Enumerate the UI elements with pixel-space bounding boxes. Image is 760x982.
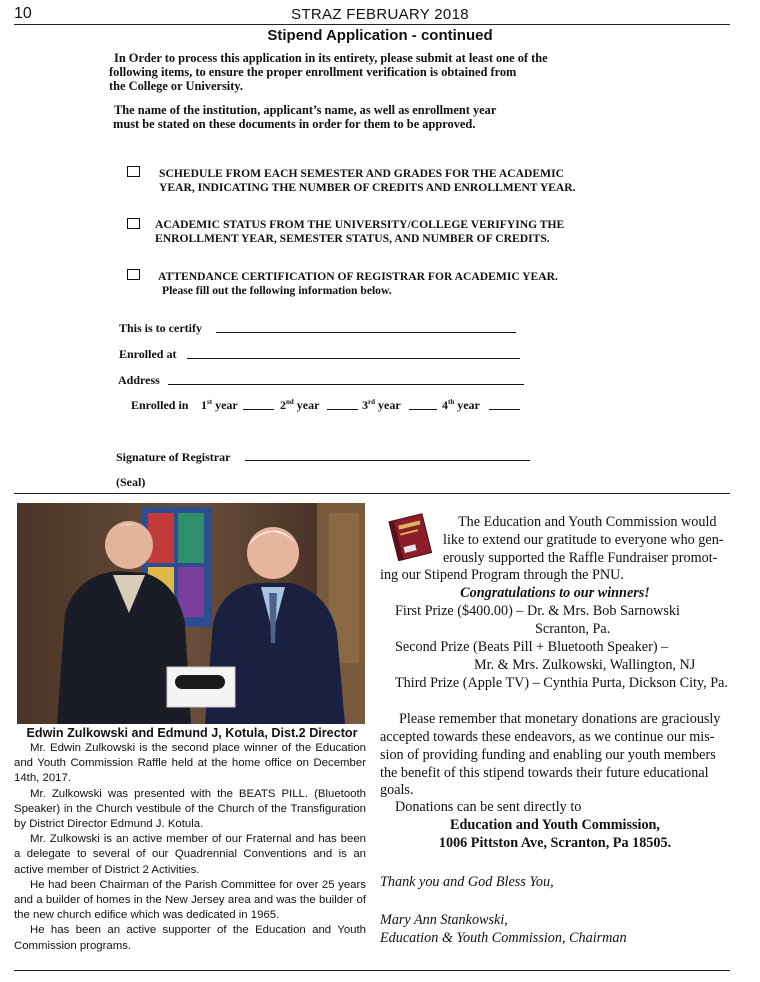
donations-sent-to: Donations can be sent directly to <box>395 799 582 815</box>
donation-line-5: goals. <box>380 782 414 798</box>
first-prize-city: Scranton, Pa. <box>535 621 611 637</box>
award-photo <box>17 503 365 724</box>
field-certify-line[interactable] <box>216 332 516 333</box>
article-paragraph: He has been an active supporter of the Education and Youth Commission programs. <box>14 924 366 952</box>
article-paragraph: Mr. Zulkowski is an active member of our Fraternal and has been a delegate to several of our Quadrennial Conventions and is an active member of District 2 Activities. <box>14 833 366 876</box>
second-prize-winner: Mr. & Mrs. Zulkowski, Wallington, NJ <box>474 657 696 673</box>
signer-title: Education & Youth Commission, Chairman <box>380 930 627 946</box>
field-year-1-line[interactable] <box>243 409 274 410</box>
checkbox-attendance-line-1: ATTENDANCE CERTIFICATION OF REGISTRAR FOR ACADEMIC YEAR. <box>158 270 558 283</box>
commission-address: 1006 Pittston Ave, Scranton, Pa 18505. <box>438 835 672 851</box>
form-note-line-2: must be stated on these documents in order for them to be approved. <box>113 117 476 131</box>
third-prize: Third Prize (Apple TV) – Cynthia Purta, Dickson City, Pa. <box>395 675 728 691</box>
article-paragraph: Mr. Edwin Zulkowski is the second place winner of the Education and Youth Commission Raffle held at the home office on December 14th, 2017. <box>14 742 366 785</box>
first-prize: First Prize ($400.00) – Dr. & Mrs. Bob Sarnowski <box>395 603 680 619</box>
publication-header: STRAZ FEBRUARY 2018 <box>291 6 469 23</box>
form-intro-line-2: following items, to ensure the proper enrollment verification is obtained from <box>109 65 517 79</box>
photo-caption: Edwin Zulkowski and Edmund J, Kotula, Dist.2 Director <box>26 726 358 740</box>
label-year-2: 2nd year <box>280 398 320 412</box>
congratulations-heading: Congratulations to our winners! <box>460 585 650 601</box>
label-enrolled-in: Enrolled in <box>131 398 189 412</box>
label-year-3: 3rd year <box>362 398 401 412</box>
checkbox-attendance-line-2: Please fill out the following information below. <box>162 284 392 297</box>
field-year-3-line[interactable] <box>409 409 437 410</box>
label-year-1: 1st year <box>201 398 238 412</box>
checkbox-schedule-line-2: YEAR, INDICATING THE NUMBER OF CREDITS AND ENROLLMENT YEAR. <box>159 181 576 194</box>
second-prize: Second Prize (Beats Pill + Bluetooth Speaker) – <box>395 639 669 655</box>
label-year-4: 4th year <box>442 398 480 412</box>
checkbox-schedule[interactable] <box>127 166 140 177</box>
donation-line-1: Please remember that monetary donations are graciously <box>399 711 721 727</box>
raffle-intro-line-1: The Education and Youth Commission would <box>458 514 717 530</box>
article-paragraph: Mr. Zulkowski was presented with the BEATS PILL. (Bluetooth Speaker) in the Church vestibule of the Church of the Transfiguration by District Director Edmund J. Kotula. <box>14 787 366 831</box>
form-note-line-1: The name of the institution, applicant’s name, as well as enrollment year <box>114 103 497 117</box>
checkbox-schedule-line-1: SCHEDULE FROM EACH SEMESTER AND GRADES FOR THE ACADEMIC <box>159 167 564 180</box>
award-photo-illustration <box>17 503 365 724</box>
raffle-intro-line-4: ing our Stipend Program through the PNU. <box>380 567 624 583</box>
page-number: 10 <box>14 5 32 22</box>
article-paragraph: He had been Chairman of the Parish Committee for over 25 years and a builder of homes in the New Jersey area and was the builder of the new church edifice which was dedicated in 1965. <box>14 878 366 922</box>
donation-line-4: the benefit of this stipend towards their future educational <box>380 765 709 781</box>
book-icon <box>385 511 437 561</box>
signer-name: Mary Ann Stankowski, <box>380 912 508 928</box>
field-year-2-line[interactable] <box>327 409 358 410</box>
header-rule <box>14 24 730 25</box>
donation-line-2: accepted towards these endeavors, as we continue our mis- <box>380 729 715 745</box>
checkbox-academic-status-line-1: ACADEMIC STATUS FROM THE UNIVERSITY/COLLEGE VERIFYING THE <box>155 218 565 231</box>
article-body <box>14 741 366 954</box>
raffle-intro-line-3: erously supported the Raffle Fundraiser promot- <box>443 550 718 566</box>
form-intro-line-3: the College or University. <box>109 79 243 93</box>
donation-line-3: sion of providing funding and enabling our youth members <box>380 747 716 763</box>
footer-rule <box>14 970 730 971</box>
section-rule <box>14 493 730 494</box>
field-enrolled-at-line[interactable] <box>187 358 520 359</box>
checkbox-academic-status-line-2: ENROLLMENT YEAR, SEMESTER STATUS, AND NUMBER OF CREDITS. <box>155 232 550 245</box>
label-this-is-to-certify: This is to certify <box>119 321 202 335</box>
label-enrolled-at: Enrolled at <box>119 347 177 361</box>
form-title: Stipend Application - continued <box>267 27 493 44</box>
field-year-4-line[interactable] <box>489 409 520 410</box>
form-intro-line-1: In Order to process this application in its entirety, please submit at least one of the <box>114 51 548 65</box>
checkbox-academic-status[interactable] <box>127 218 140 229</box>
thank-you-line: Thank you and God Bless You, <box>380 874 554 890</box>
commission-name: Education and Youth Commission, <box>450 817 660 833</box>
raffle-intro-line-2: like to extend our gratitude to everyone who gen- <box>443 532 724 548</box>
label-seal: (Seal) <box>116 475 146 489</box>
field-signature-line[interactable] <box>245 460 530 461</box>
field-address-line[interactable] <box>168 384 524 385</box>
label-address: Address <box>118 373 160 387</box>
checkbox-attendance[interactable] <box>127 269 140 280</box>
label-signature-of-registrar: Signature of Registrar <box>116 450 231 464</box>
